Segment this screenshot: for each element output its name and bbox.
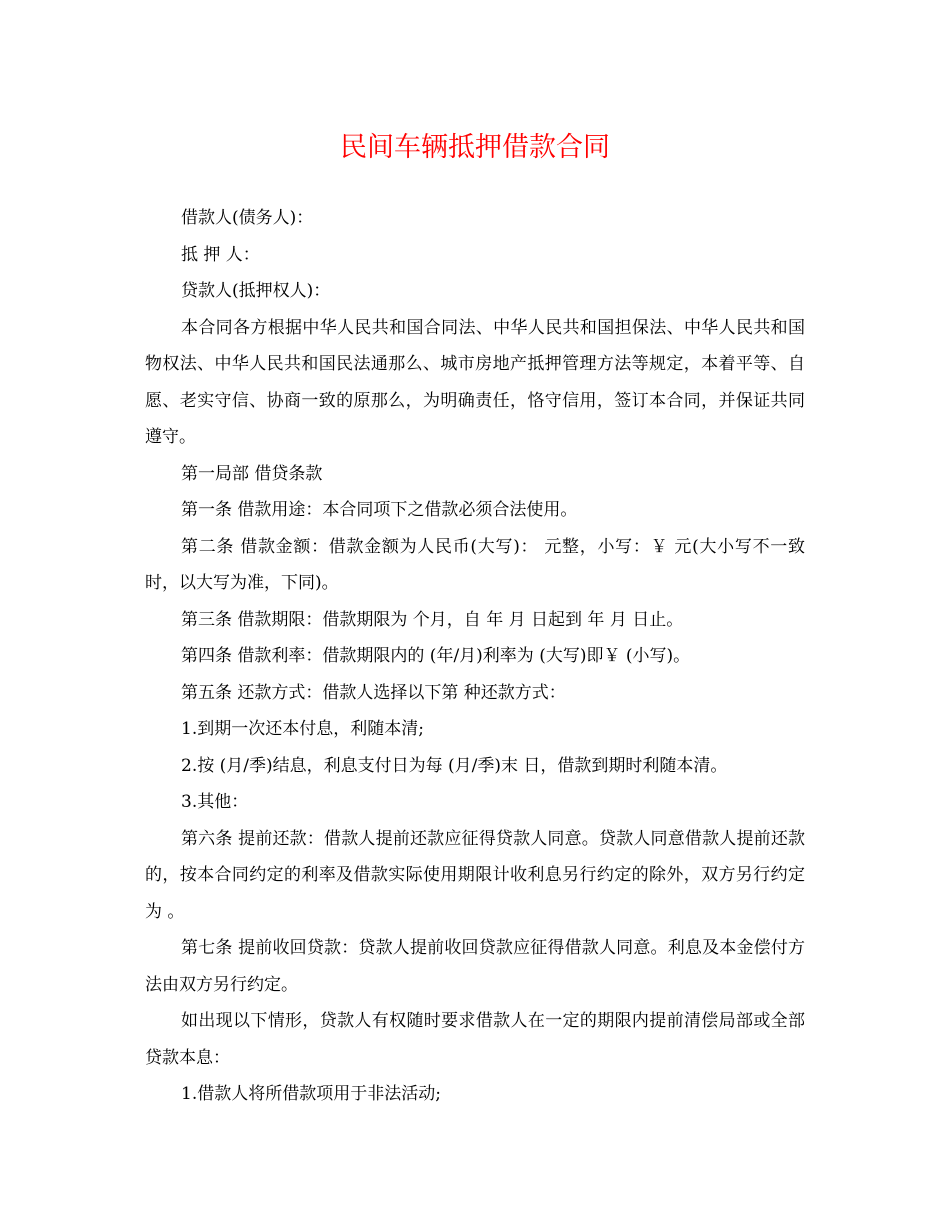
article-3: 第三条 借款期限：借款期限为 个月，自 年 月 日起到 年 月 日止。 (181, 609, 684, 630)
repayment-option-1: 1.到期一次还本付息，利随本清; (181, 719, 424, 739)
early-recall-conditions: 如出现以下情形，贷款人有权随时要求借款人在一定的期限内提前清偿局部或全部贷款本息： (145, 1011, 805, 1068)
article-4: 第四条 借款利率：借款期限内的 (年/月)利率为 (大写)即￥ (小写)。 (181, 646, 691, 666)
repayment-option-3: 3.其他： (181, 792, 249, 812)
party-borrower: 借款人(债务人)： (181, 208, 314, 228)
party-lender: 贷款人(抵押权人)： (181, 281, 331, 301)
article-7: 第七条 提前收回贷款：贷款人提前收回贷款应征得借款人同意。利息及本金偿付方法由双方另行约定。 (145, 938, 805, 995)
article-1: 第一条 借款用途：本合同项下之借款必须合法使用。 (181, 500, 578, 520)
section-heading: 第一局部 借贷条款 (181, 463, 323, 484)
preamble-paragraph: 本合同各方根据中华人民共和国合同法、中华人民共和国担保法、中华人民共和国物权法、中华人民共和国民法通那么、城市房地产抵押管理方法等规定，本着平等、自愿、老实守信、协商一致的原那么，为明确责任，恪守信用，签订本合同，并保证共同遵守。 (145, 317, 805, 447)
article-2: 第二条 借款金额：借款金额为人民币(大写)： 元整，小写：￥ 元(大小写不一致时，以大写为准，下同)。 (145, 536, 805, 593)
article-6: 第六条 提前还款：借款人提前还款应征得贷款人同意。贷款人同意借款人提前还款的，按本合同约定的利率及借款实际使用期限计收利息另行约定的除外，双方另行约定为 。 (145, 828, 805, 922)
article-5: 第五条 还款方式：借款人选择以下第 种还款方式： (181, 682, 566, 703)
document-title: 民间车辆抵押借款合同 (340, 132, 610, 163)
repayment-option-2: 2.按 (月/季)结息，利息支付日为每 (月/季)末 日，借款到期时利随本清。 (181, 755, 728, 776)
document-body (145, 200, 805, 1113)
party-mortgagor: 抵 押 人： (181, 244, 260, 265)
early-recall-condition-1: 1.借款人将所借款项用于非法活动; (181, 1084, 441, 1104)
